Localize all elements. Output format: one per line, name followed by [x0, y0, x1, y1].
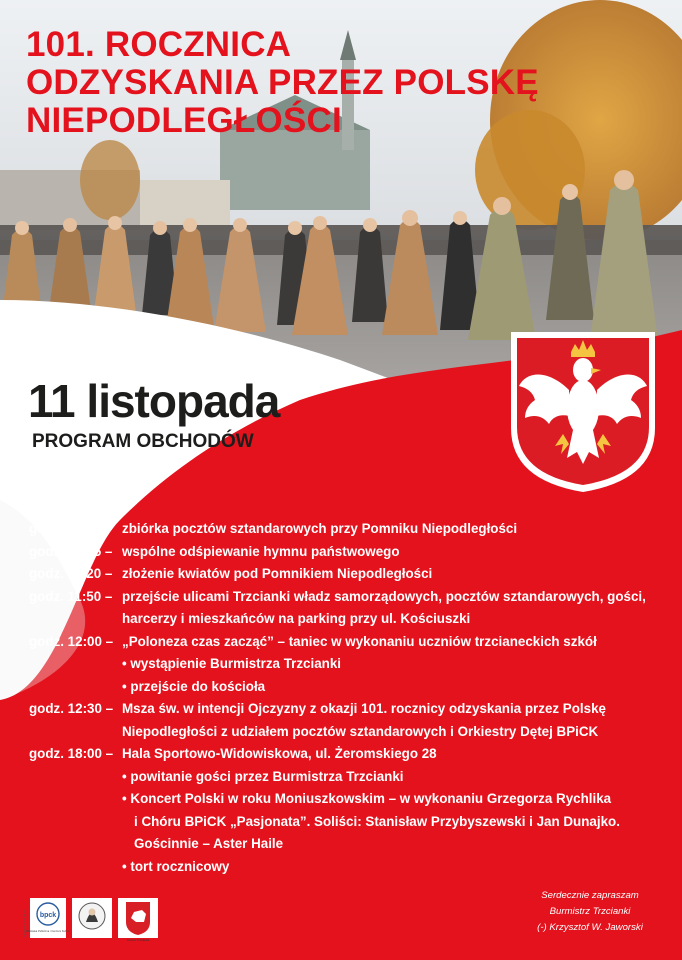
program-line: wspólne odśpiewanie hymnu państwowego — [122, 543, 400, 559]
program-line: Msza św. w intencji Ojczyzny z okazji 101. rocznicy odzyskania przez Polskę — [122, 701, 606, 716]
program-description — [122, 518, 669, 541]
program-time: godz. 11:20 – — [29, 566, 113, 581]
program-line: „Poloneza czas zacząć” – taniec w wykonaniu uczniów trzcianeckich szkół — [122, 633, 597, 649]
program-bullet-continuation: i Chóru BPiCK „Pasjonata”. Soliści: Stanisław Przybyszewski i Jan Dunajko. — [134, 813, 620, 829]
program-time: godz. 18:00 – — [29, 746, 114, 761]
program-bullet: • Koncert Polski w roku Moniuszkowskim – w wykonaniu Grzegorza Rychlika — [122, 791, 612, 806]
title-line-1: 101. ROCZNICA — [26, 25, 292, 64]
program-description — [122, 698, 669, 743]
program-bullet-continuation: Gościnnie – Aster Haile — [134, 836, 284, 851]
bpick-caption: Biblioteka Publiczna i Centrum Kultury — [26, 930, 70, 933]
signature-title: Burmistrz Trzcianki — [549, 906, 631, 917]
program-bullet: • przejście do kościoła — [122, 678, 266, 694]
program-bullet: • wystąpienie Burmistrza Trzcianki — [122, 656, 342, 671]
program-line: zbiórka pocztów sztandarowych przy Pomniku Niepodległości — [122, 521, 518, 536]
program-description — [122, 631, 669, 699]
program-entry — [29, 743, 669, 878]
program-description — [122, 563, 669, 586]
signature-block — [520, 888, 660, 936]
program-description — [122, 586, 669, 631]
signature-name: (-) Krzysztof W. Jaworski — [537, 922, 643, 933]
program-entry — [29, 698, 669, 743]
organizer-logos — [22, 892, 162, 942]
signature-invitation: Serdecznie zapraszam — [541, 890, 639, 901]
program-line: Hala Sportowo-Widowiskowa, ul. Żeromskiego 28 — [122, 746, 437, 761]
program-line: Niepodległości z udziałem pocztów sztandarowych i Orkiestry Dętej BPiCK — [122, 723, 599, 739]
program-line: przejście ulicami Trzcianki władz samorządowych, pocztów sztandarowych, gości, — [122, 588, 646, 604]
program-description — [122, 541, 669, 564]
program-entry — [29, 631, 669, 699]
program-time: godz. 11:15 – — [29, 543, 113, 559]
program-line: złożenie kwiatów pod Pomnikiem Niepodległości — [122, 566, 433, 581]
program-bullet: • tort rocznicowy — [122, 858, 230, 874]
program-description — [122, 743, 669, 878]
event-date: 11 listopada — [28, 375, 280, 427]
polish-eagle-emblem-icon — [509, 330, 657, 494]
program-heading: PROGRAM OBCHODÓW — [32, 431, 254, 452]
program-entry — [29, 541, 669, 564]
program-list — [29, 518, 669, 878]
program-time: godz. 12:30 – — [29, 701, 114, 716]
town-logo-caption: Gmina Trzcianka — [126, 938, 150, 942]
program-line: harcerzy i mieszkańców na parking przy ul. Kościuszki — [122, 611, 471, 626]
program-entry — [29, 518, 669, 541]
bpick-logo-text: bpck — [39, 912, 57, 919]
title-line-2: ODZYSKANIA PRZEZ POLSKĘ — [26, 63, 539, 102]
program-time: godz. 12:00 – — [29, 633, 114, 649]
title-line-3: NIEPODLEGŁOŚCI — [26, 101, 342, 140]
program-time: godz. 11:50 – — [29, 588, 113, 604]
svg-text:ORGANIZATORZY: ORGANIZATORZY — [23, 909, 27, 937]
program-entry — [29, 586, 669, 631]
program-bullet: • powitanie gości przez Burmistrza Trzcianki — [122, 768, 404, 784]
program-entry — [29, 563, 669, 586]
page-title — [26, 26, 539, 140]
program-time: godz. 11:00 – — [29, 521, 113, 536]
